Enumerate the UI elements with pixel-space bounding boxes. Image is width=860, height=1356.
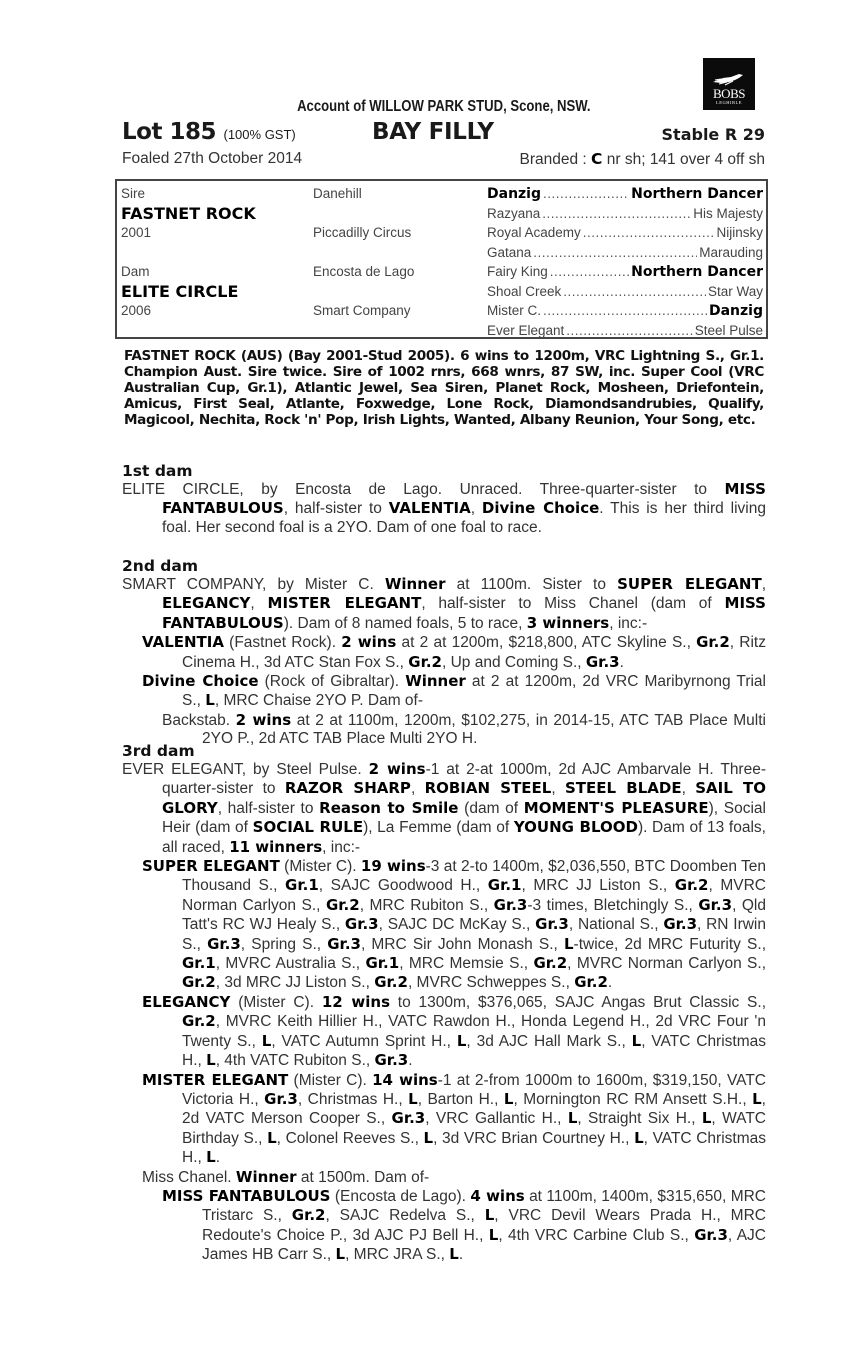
first-dam-heading: 1st dam: [122, 462, 193, 480]
great-grandparent-row: [487, 264, 763, 280]
gst-note: (100% GST): [223, 127, 296, 142]
great-grandparent-row: [487, 225, 763, 240]
bold-highlight: 2 wins: [235, 710, 292, 729]
great-grandparent-sire: Star Way: [707, 283, 763, 299]
bold-highlight: MISS FANTABULOUS: [162, 480, 766, 518]
bold-highlight: Gr.2: [674, 876, 709, 895]
progeny-entry: MISS FANTABULOUS (Encosta de Lago). 4 wins at 1100m, 1400m, $315,650, MRC Tristarc S., Gr.2, SAJC Redelva S., L, VRC Devil Wears Prada H., MRC Redoute's Choice P., 3d AJC PJ Bell H., L, 4th VRC Carbine Club S., Gr.3, AJC James HB Carr S., L, MRC JRA S., L.: [162, 1186, 766, 1264]
bold-highlight: L: [408, 1089, 418, 1108]
bold-highlight: VALENTIA: [388, 499, 471, 518]
first-dam-text: ELITE CIRCLE, by Encosta de Lago. Unraced. Three-quarter-sister to MISS FANTABULOUS, half-sister to VALENTIA, Divine Choice. This is her third living foal. Her second foal is a 2YO. Dam of one foal to race.: [122, 480, 766, 536]
bold-highlight: Gr.2: [574, 973, 608, 992]
pedigree-table: [115, 179, 768, 339]
bold-highlight: Gr.3: [207, 934, 241, 953]
bold-highlight: SOCIAL RULE: [252, 818, 364, 837]
bold-highlight: RAZOR SHARP: [284, 779, 411, 798]
bold-highlight: MOMENT'S PLEASURE: [523, 798, 709, 817]
third-dam-heading: 3rd dam: [122, 742, 195, 760]
bold-highlight: 2 wins: [341, 633, 397, 652]
bold-highlight: MISTER ELEGANT: [142, 1070, 289, 1089]
great-grandparent-row: [487, 303, 763, 319]
bold-highlight: L: [335, 1245, 346, 1264]
bold-highlight: L: [206, 1051, 216, 1070]
dam-label: Dam: [121, 264, 150, 279]
great-grandparent-sire: Nijinsky: [716, 225, 763, 240]
great-grandparent-name: Gatana: [487, 244, 532, 260]
dot-leader: [563, 284, 706, 299]
bold-highlight: L: [205, 691, 215, 710]
third-dam-text: EVER ELEGANT, by Steel Pulse. 2 wins-1 at 2-at 1000m, 2d AJC Ambarvale H. Three-quarter-sister to RAZOR SHARP, ROBIAN STEEL, STEEL BLADE, SAIL TO GLORY, half-sister to Reason to Smile (dam of MOMENT'S PLEASURE), Social Heir (dam of SOCIAL RULE), La Femme (dam of YOUNG BLOOD). Dam of 13 foals, all raced, 11 winners, inc:-: [122, 760, 767, 856]
great-grandparent-row: [487, 323, 763, 338]
dot-leader: [543, 303, 707, 319]
great-grandparent-name: Ever Elegant: [487, 322, 565, 338]
progeny-entry: MISTER ELEGANT (Mister C). 14 wins-1 at 2-from 1000m to 1600m, $319,150, VATC Victoria H., Gr.3, Christmas H., L, Barton H., L, Mornington RC RM Ansett S.H., L, 2d VATC Merson Cooper S., Gr.3, VRC Gallantic H., L, Straight Six H., L, WATC Birthday S., L, Colonel Reeves S., L, 3d VRC Brian Courtney H., L, VATC Christmas H., L.: [142, 1070, 767, 1167]
bold-highlight: L: [261, 1031, 272, 1050]
bold-highlight: Gr.2: [325, 895, 360, 914]
sire-name: FASTNET ROCK: [121, 204, 256, 223]
bold-highlight: Gr.3: [663, 915, 698, 934]
progeny-entry: Miss Chanel. Winner at 1500m. Dam of-: [142, 1167, 430, 1186]
first-dam-section: [122, 462, 766, 537]
bold-highlight: Gr.2: [182, 973, 216, 992]
dot-leader: [533, 245, 697, 260]
grandsire-maternal: Encosta de Lago: [313, 264, 415, 279]
second-dam-section: [122, 557, 766, 749]
bold-highlight: Winner: [384, 575, 446, 593]
horse-title: BAY FILLY: [372, 119, 494, 145]
bold-highlight: MISS FANTABULOUS: [162, 1186, 331, 1205]
bold-highlight: L: [503, 1089, 514, 1108]
bold-highlight: L: [567, 1109, 578, 1128]
bold-highlight: Divine Choice: [481, 499, 600, 518]
bold-highlight: Gr.1: [487, 876, 522, 895]
bold-highlight: L: [267, 1128, 277, 1147]
third-dam-progeny: [122, 857, 766, 1265]
bold-highlight: Gr.2: [408, 652, 442, 671]
bold-highlight: L: [206, 1148, 216, 1167]
bold-highlight: MISTER ELEGANT: [267, 594, 422, 613]
progeny-entry: Divine Choice (Rock of Gibraltar). Winner at 2 at 1200m, 2d VRC Maribyrnong Trial S., L, MRC Chaise 2YO P. Dam of-: [142, 672, 766, 710]
bold-highlight: SUPER ELEGANT: [142, 857, 280, 876]
bold-highlight: L: [701, 1109, 712, 1128]
bold-highlight: L: [563, 934, 574, 953]
stable-number: Stable R 29: [661, 125, 765, 144]
bold-highlight: Gr.3: [391, 1109, 426, 1128]
dot-leader: [583, 225, 715, 240]
bold-highlight: ELEGANCY: [142, 992, 231, 1011]
sire-summary: FASTNET ROCK (AUS) (Bay 2001-Stud 2005). 6 wins to 1200m, VRC Lightning S., Gr.1. Champion Aust. Sire twice. Sire of 1002 rnrs, 668 wnrs, 87 SW, inc. Super Cool (VRC Australian Cup, Gr.1), Atlantic Jewel, Sea Siren, Planet Rock, Mosheen, Driefontein, Amicus, First Seal, Atlante, Foxwedge, Lone Rock, Diamondsandrubies, Qualify, Magicool, Nechita, Rock 'n' Pop, Irish Lights, Wanted, Albany Reunion, Your Song, etc.: [124, 348, 764, 428]
great-grandparent-name: Shoal Creek: [487, 283, 562, 299]
bold-highlight: VALENTIA: [142, 633, 224, 652]
second-dam-text: SMART COMPANY, by Mister C. Winner at 1100m. Sister to SUPER ELEGANT, ELEGANCY, MISTER ELEGANT, half-sister to Miss Chanel (dam of MISS FANTABULOUS). Dam of 8 named foals, 5 to race, 3 winners, inc:-: [122, 575, 766, 632]
bold-highlight: Gr.3: [264, 1089, 298, 1108]
great-grandparent-name: Mister C.: [487, 303, 541, 318]
bold-highlight: 2 wins: [368, 760, 426, 778]
great-grandparent-name: Razyana: [487, 205, 541, 221]
consignor: Account of WILLOW PARK STUD, Scone, NSW.: [297, 98, 591, 115]
bold-highlight: 11 winners: [229, 837, 323, 856]
bold-highlight: Gr.3: [535, 915, 569, 934]
progeny-entry: Backstab. 2 wins at 2 at 1100m, 1200m, $102,275, in 2014-15, ATC TAB Place Multi 2YO P., 2d ATC TAB Place Multi 2YO H.: [162, 710, 766, 748]
great-grandparent-sire: Northern Dancer: [631, 186, 763, 202]
great-grandparent-sire: Northern Dancer: [631, 264, 763, 280]
great-grandparent-sire: His Majesty: [693, 205, 763, 221]
grandsire-paternal: Danehill: [313, 186, 362, 201]
lot-number: Lot 185 (100% GST): [122, 119, 296, 145]
dam-name: ELITE CIRCLE: [121, 282, 239, 301]
bold-highlight: Gr.3: [327, 934, 361, 953]
great-grandparent-row: [487, 186, 763, 202]
logo-text: BOBS: [713, 86, 745, 101]
bold-highlight: Gr.3: [698, 895, 733, 914]
great-grandparent-row: [487, 284, 763, 299]
bold-highlight: ELEGANCY: [162, 594, 251, 613]
granddam-maternal: Smart Company: [313, 303, 411, 318]
bold-highlight: Gr.3: [374, 1051, 409, 1070]
dam-year: 2006: [121, 303, 152, 318]
bold-highlight: 14 wins: [372, 1070, 438, 1089]
sire-label: Sire: [121, 186, 146, 201]
bold-highlight: 19 wins: [360, 857, 426, 876]
foaled-date: Foaled 27th October 2014: [122, 150, 303, 167]
great-grandparent-row: [487, 245, 763, 260]
dot-leader: [543, 186, 629, 202]
bold-highlight: Gr.3: [344, 915, 379, 934]
dot-leader: [566, 323, 692, 338]
bold-highlight: SAIL TO GLORY: [162, 779, 766, 817]
second-dam-progeny: [122, 633, 766, 748]
bold-highlight: Gr.2: [291, 1206, 326, 1225]
bold-highlight: Gr.2: [374, 973, 408, 992]
great-grandparent-sire: Steel Pulse: [694, 322, 763, 338]
bold-highlight: L: [449, 1245, 459, 1264]
bold-highlight: L: [484, 1206, 495, 1225]
great-grandparent-sire: Marauding: [699, 244, 763, 260]
bold-highlight: 4 wins: [470, 1186, 525, 1205]
bold-highlight: L: [752, 1089, 762, 1108]
bold-highlight: Divine Choice: [142, 672, 259, 691]
bold-highlight: L: [456, 1031, 467, 1050]
great-grandparent-name: Danzig: [487, 186, 542, 202]
bold-highlight: STEEL BLADE: [564, 779, 682, 798]
bold-highlight: Gr.1: [285, 876, 319, 895]
bold-highlight: L: [631, 1031, 642, 1050]
bold-highlight: Reason to Smile: [319, 798, 459, 817]
third-dam-section: [122, 742, 766, 1265]
bold-highlight: Gr.2: [696, 633, 730, 652]
bold-highlight: Gr.3: [585, 652, 620, 671]
bold-highlight: Gr.1: [182, 954, 216, 973]
bold-highlight: MISS FANTABULOUS: [162, 594, 766, 632]
great-grandparent-name: Fairy King: [487, 264, 548, 279]
bold-highlight: Winner: [235, 1167, 297, 1186]
bold-highlight: Gr.2: [182, 1012, 216, 1031]
bold-highlight: Gr.3: [493, 895, 528, 914]
bold-highlight: L: [634, 1128, 644, 1147]
sire-year: 2001: [121, 225, 152, 240]
bold-highlight: 3 winners: [526, 613, 610, 632]
second-dam-heading: 2nd dam: [122, 557, 199, 575]
bold-highlight: L: [423, 1128, 434, 1147]
great-grandparent-sire: Danzig: [708, 303, 763, 319]
bold-highlight: YOUNG BLOOD: [513, 818, 638, 837]
bold-highlight: 12 wins: [321, 992, 391, 1011]
granddam-paternal: Piccadilly Circus: [313, 225, 412, 240]
bold-highlight: ROBIAN STEEL: [424, 779, 552, 798]
dot-leader: [542, 206, 691, 221]
bold-highlight: Winner: [405, 672, 466, 691]
progeny-entry: VALENTIA (Fastnet Rock). 2 wins at 2 at 1200m, $218,800, ATC Skyline S., Gr.2, Ritz Cinema H., 3d ATC Stan Fox S., Gr.2, Up and Coming S., Gr.3.: [142, 633, 766, 671]
bold-highlight: L: [488, 1225, 499, 1244]
dot-leader: [550, 264, 629, 280]
branded-info: Branded : C nr sh; 141 over 4 off sh: [519, 150, 765, 168]
bold-highlight: SUPER ELEGANT: [617, 575, 762, 593]
bold-highlight: Gr.2: [533, 954, 568, 973]
progeny-entry: ELEGANCY (Mister C). 12 wins to 1300m, $376,065, SAJC Angas Brut Classic S., Gr.2, MVRC Keith Hillier H., VATC Rawdon H., Honda Legend H., 2d VRC Four 'n Twenty S., L, VATC Autumn Sprint H., L, 3d AJC Hall Mark S., L, VATC Christmas H., L, 4th VATC Rubiton S., Gr.3.: [142, 992, 767, 1070]
great-grandparent-row: [487, 206, 763, 221]
progeny-entry: SUPER ELEGANT (Mister C). 19 wins-3 at 2-to 1400m, $2,036,550, BTC Doomben Ten Thousand S., Gr.1, SAJC Goodwood H., Gr.1, MRC JJ Liston S., Gr.2, MVRC Norman Carlyon S., Gr.2, MRC Rubiton S., Gr.3-3 times, Bletchingly S., Gr.3, Qld Tatt's RC WJ Healy S., Gr.3, SAJC DC McKay S., Gr.3, National S., Gr.3, RN Irwin S., Gr.3, Spring S., Gr.3, MRC Sir John Monash S., L-twice, 2d MRC Futurity S., Gr.1, MVRC Australia S., Gr.1, MRC Memsie S., Gr.2, MVRC Norman Carlyon S., Gr.2, 3d MRC JJ Liston S., Gr.2, MVRC Schweppes S., Gr.2.: [142, 857, 767, 992]
bold-highlight: Gr.1: [365, 954, 400, 973]
logo-subtext: LEGHIBLE: [716, 100, 742, 105]
bold-highlight: Gr.3: [694, 1225, 728, 1244]
great-grandparent-name: Royal Academy: [487, 225, 581, 240]
